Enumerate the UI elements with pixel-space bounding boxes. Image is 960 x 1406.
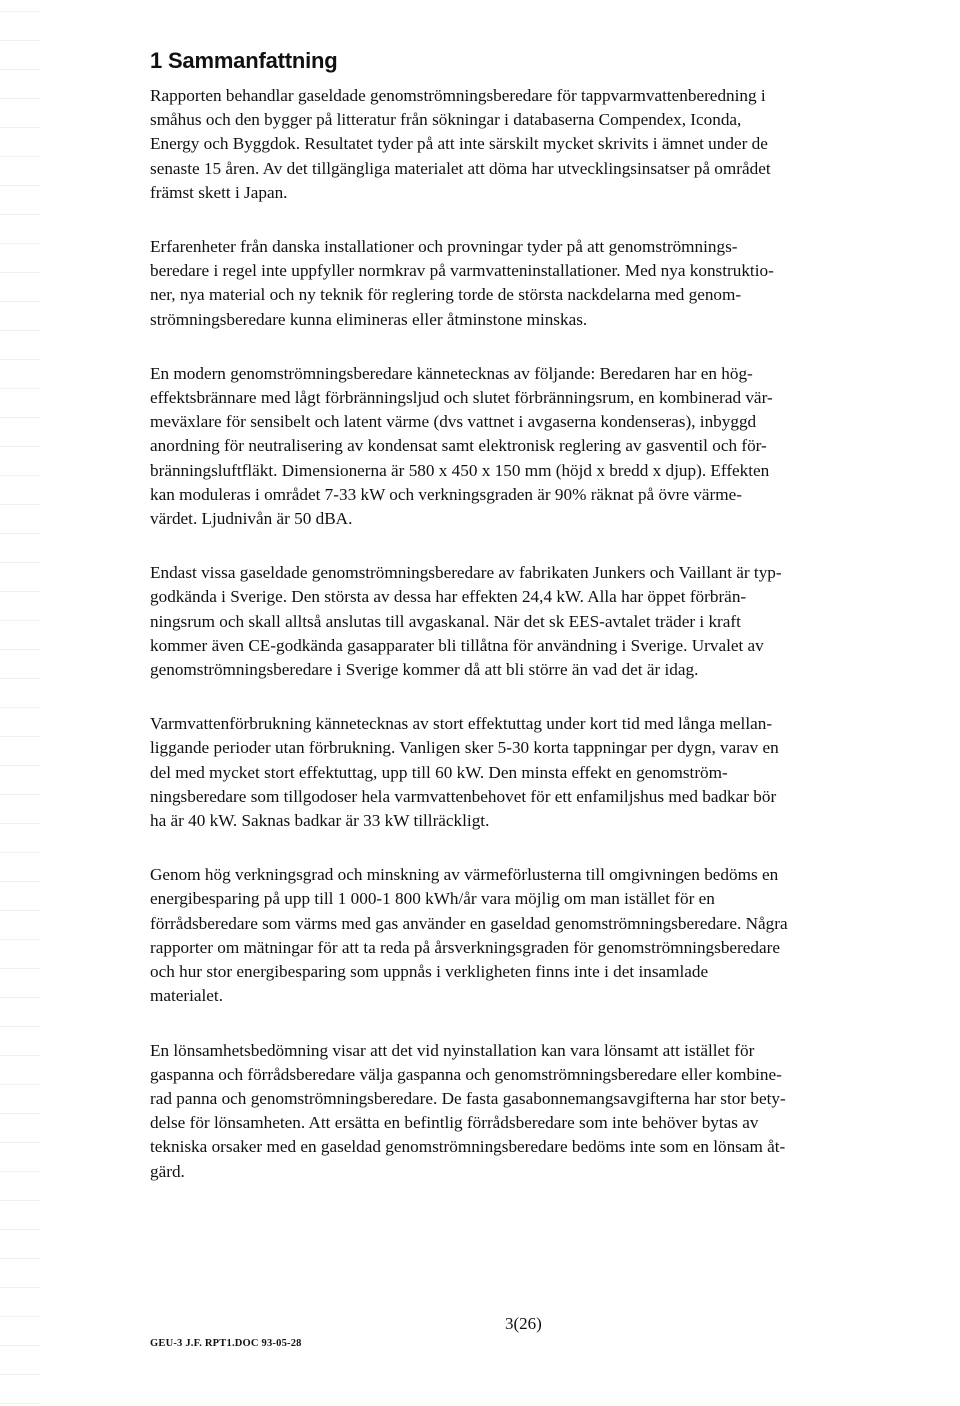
text-line: meväxlare för sensibelt och latent värme (dvs vattnet i avgaserna kondenseras), inbyggd	[150, 412, 757, 432]
text-line: gärd.	[150, 1161, 185, 1181]
text-line: del med mycket stort effektuttag, upp till 60 kW. Den minsta effekt en genomström-	[150, 762, 728, 782]
paragraph	[150, 84, 910, 205]
paragraph	[150, 1039, 910, 1184]
text-line: främst skett i Japan.	[150, 182, 288, 202]
text-line: kommer även CE-godkända gasapparater bli tillåtna för användning i Sverige. Urvalet av	[150, 635, 764, 655]
text-line: godkända i Sverige. Den största av dessa har effekten 24,4 kW. Alla har öppet förbrän-	[150, 587, 747, 607]
paragraph	[150, 863, 910, 1008]
section-heading: 1 Sammanfattning	[150, 48, 338, 73]
paragraph	[150, 235, 910, 332]
text-line: strömningsberedare kunna elimineras eller åtminstone minskas.	[150, 309, 588, 329]
text-line: beredare i regel inte uppfyller normkrav på varmvatteninstallationer. Med nya konstruktio-	[150, 261, 774, 281]
text-line: rad panna och genomströmningsberedare. De fasta gasabonnemangsavgifterna har stor bety-	[150, 1088, 786, 1108]
text-line: ningsrum och skall alltså anslutas till avgaskanal. När det sk EES-avtalet träder i kraft	[150, 611, 741, 631]
text-line: Varmvattenförbrukning kännetecknas av stort effektuttag under kort tid med långa mellan-	[150, 714, 773, 734]
text-line: energibesparing på upp till 1 000-1 800 kWh/år vara möjlig om man istället för en	[150, 889, 715, 909]
document-body	[150, 84, 910, 1214]
text-line: kan moduleras i området 7-33 kW och verkningsgraden är 90% räknat på övre värme-	[150, 484, 742, 504]
text-line: senaste 15 åren. Av det tillgängliga materialet att döma har utvecklingsinsatser på området	[150, 158, 771, 178]
paragraph	[150, 362, 910, 531]
page-number: 3(26)	[505, 1314, 542, 1333]
text-line: anordning för neutralisering av kondensat samt elektronisk reglering av gasventil och för-	[150, 436, 767, 456]
text-line: En modern genomströmningsberedare kännetecknas av följande: Beredaren har en hög-	[150, 363, 753, 383]
text-line: gaspanna och förrådsberedare välja gaspanna och genomströmningsberedare eller kombine-	[150, 1064, 782, 1084]
text-line: Energy och Byggdok. Resultatet tyder på att inte särskilt mycket skrivits i ämnet under de	[150, 134, 768, 154]
text-line: genomströmningsberedare i Sverige kommer då att bli större än vad det är idag.	[150, 660, 699, 680]
text-line: ha är 40 kW. Saknas badkar är 33 kW tillräckligt.	[150, 811, 490, 831]
text-line: ningsberedare som tillgodoser hela varmvattenbehovet för ett enfamiljshus med badkar bör	[150, 786, 777, 806]
text-line: materialet.	[150, 986, 224, 1006]
text-line: Endast vissa gaseldade genomströmningsberedare av fabrikaten Junkers och Vaillant är typ-	[150, 563, 782, 583]
text-line: tekniska orsaker med en gaseldad genomströmningsberedare bedöms inte som en lönsam åt-	[150, 1137, 786, 1157]
paragraph	[150, 561, 910, 682]
text-line: förrådsberedare som värms med gas använder en gaseldad genomströmningsberedare. Några	[150, 913, 788, 933]
text-line: och hur stor energibesparing som uppnås i verkligheten finns inte i det insamlade	[150, 962, 709, 982]
text-line: värdet. Ljudnivån är 50 dBA.	[150, 509, 353, 529]
text-line: En lönsamhetsbedömning visar att det vid nyinstallation kan vara lönsamt att istället för	[150, 1040, 755, 1060]
footer-document-id: GEU-3 J.F. RPT1.DOC 93-05-28	[150, 1338, 302, 1349]
paragraph	[150, 712, 910, 833]
text-line: Genom hög verkningsgrad och minskning av värmeförlusterna till omgivningen bedöms en	[150, 865, 779, 885]
text-line: delse för lönsamheten. Att ersätta en befintlig förrådsberedare som inte behöver bytas av	[150, 1113, 759, 1133]
text-line: rapporter om mätningar för att ta reda på årsverkningsgraden för genomströmningsberedare	[150, 937, 780, 957]
text-line: ner, nya material och ny teknik för reglering torde de största nackdelarna med genom-	[150, 285, 742, 305]
scan-edge-artifact	[0, 0, 40, 1406]
text-line: småhus och den bygger på litteratur från sökningar i databaserna Compendex, Iconda,	[150, 110, 742, 130]
text-line: Erfarenheter från danska installationer och provningar tyder på att genomströmnings-	[150, 237, 738, 257]
text-line: bränningsluftfläkt. Dimensionerna är 580 x 450 x 150 mm (höjd x bredd x djup). Effekten	[150, 460, 770, 480]
text-line: Rapporten behandlar gaseldade genomströmningsberedare för tappvarmvattenberedning i	[150, 86, 766, 105]
text-line: effektsbrännare med lågt förbränningsljud och slutet förbränningsrum, en kombinerad vär-	[150, 388, 773, 408]
text-line: liggande perioder utan förbrukning. Vanligen sker 5-30 korta tappningar per dygn, varav en	[150, 738, 779, 758]
